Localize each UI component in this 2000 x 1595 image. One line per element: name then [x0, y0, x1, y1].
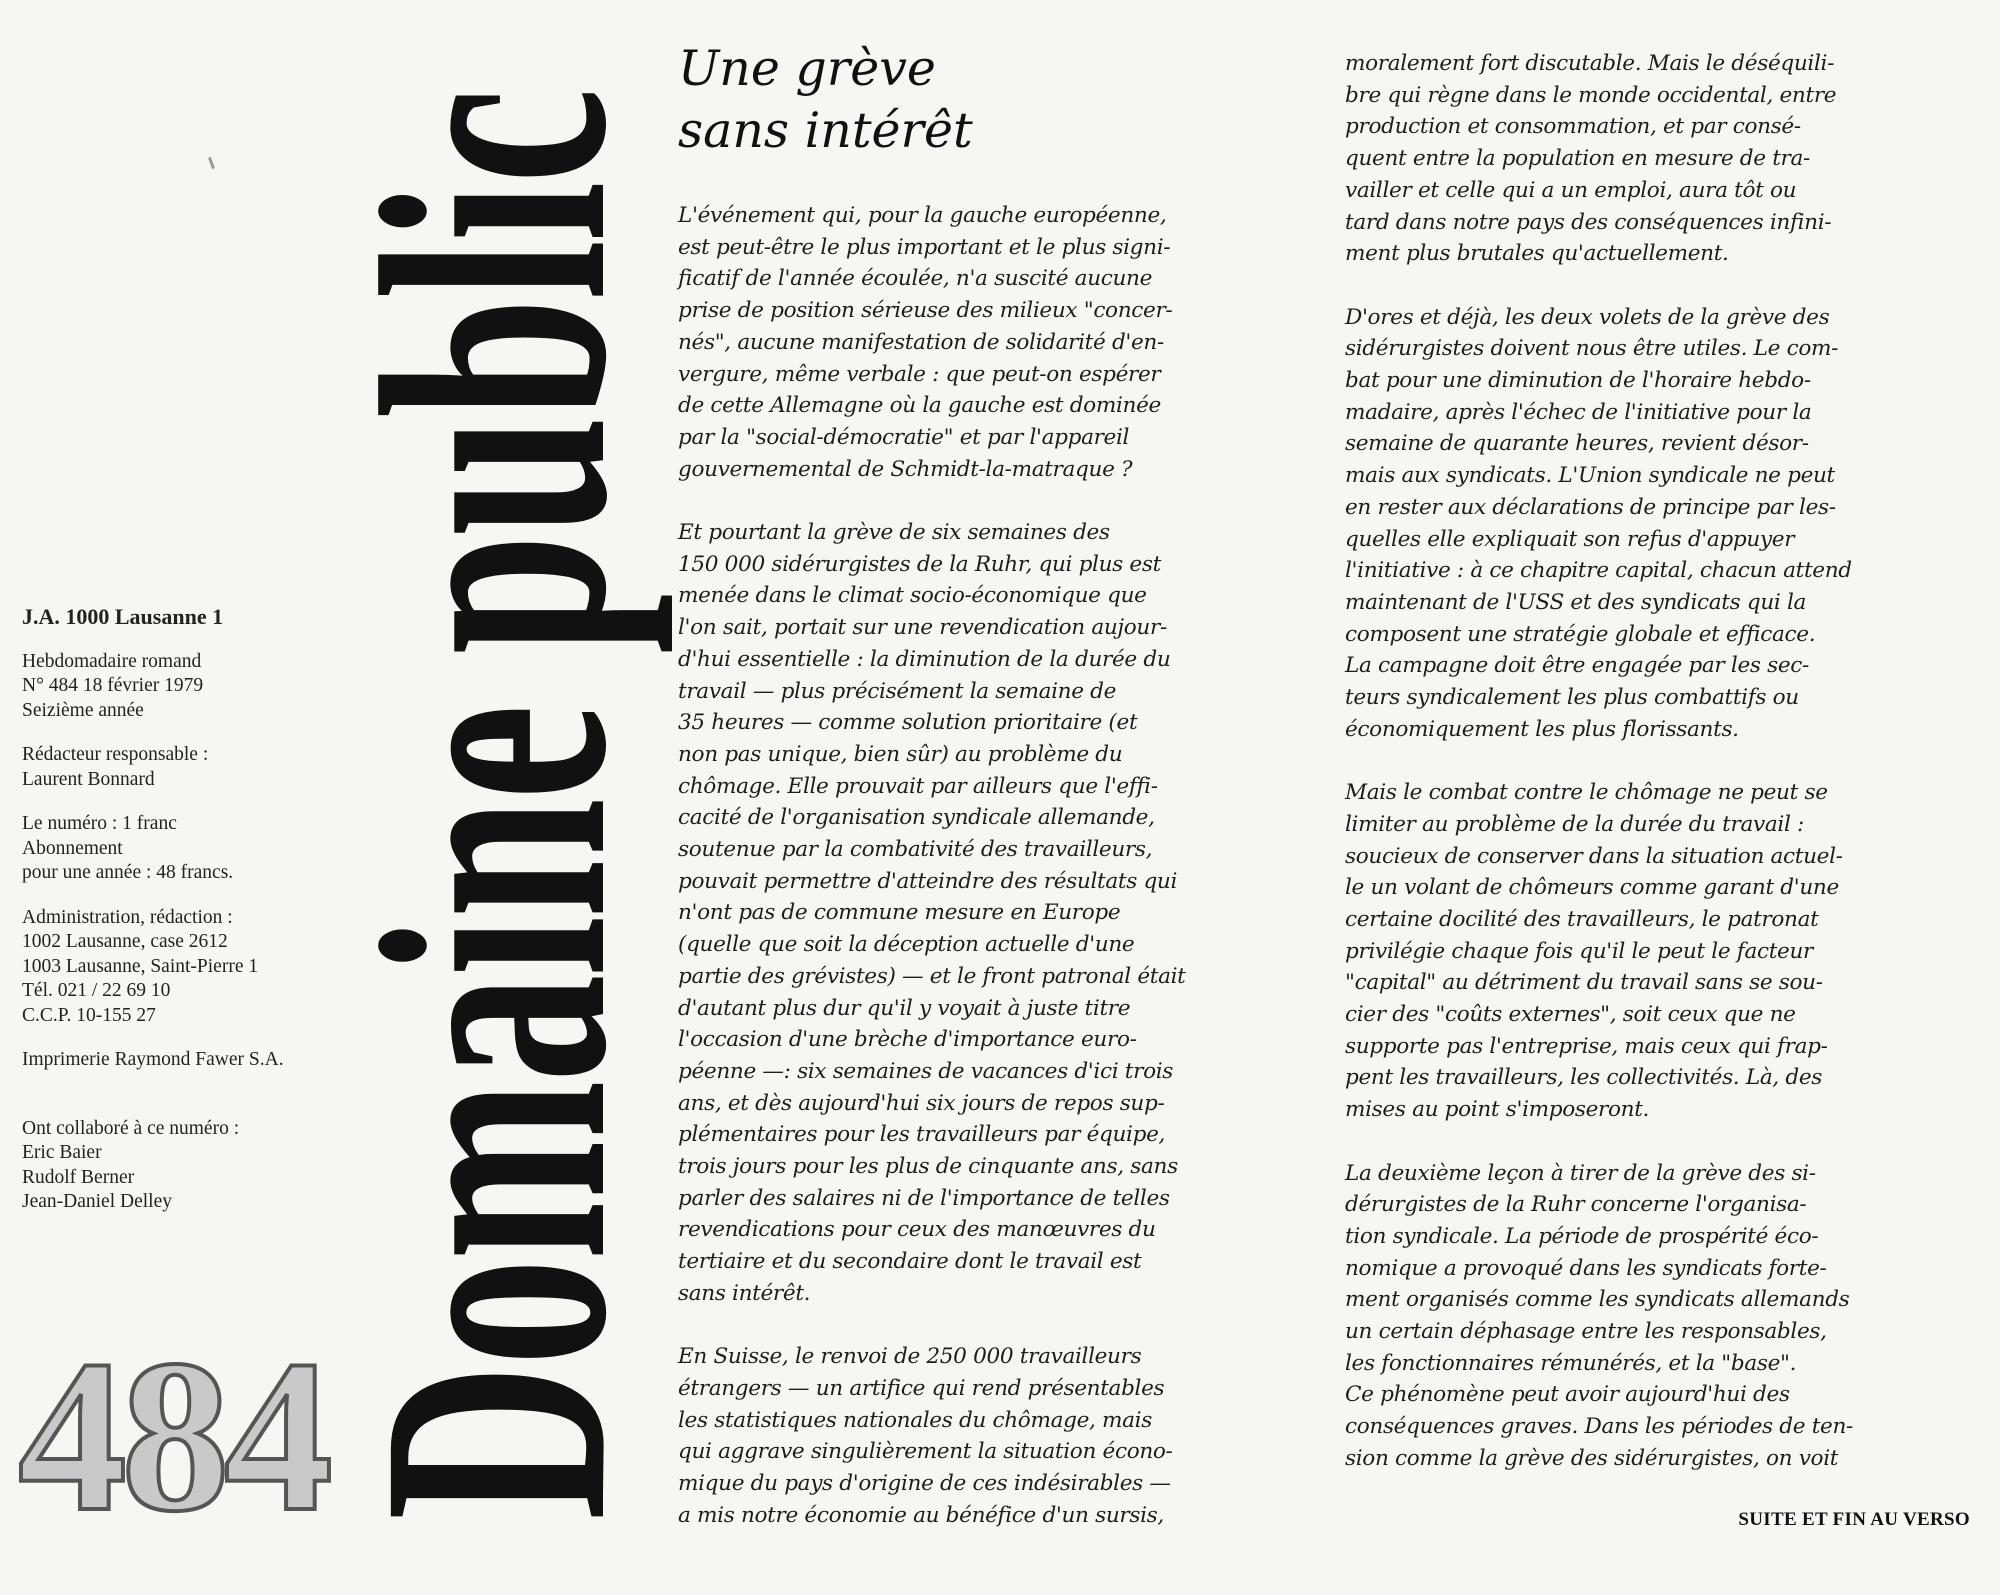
contributor-name: Eric Baier	[22, 1142, 102, 1163]
price-details	[22, 812, 362, 886]
editor-details	[22, 743, 362, 792]
ja-address: J.A. 1000 Lausanne 1	[22, 604, 224, 629]
issue-number: 484	[18, 1316, 327, 1557]
year-line: Seizième année	[22, 699, 144, 721]
publication-info	[22, 605, 362, 1235]
subscription-label: Abonnement	[22, 837, 123, 859]
admin-case: 1002 Lausanne, case 2612	[22, 931, 228, 952]
administration-details	[22, 906, 362, 1029]
paragraph: moralement fort discutable. Mais le déséquili- bre qui règne dans le monde occidental, entre production et consommation, et par consé- quent entre la population en mesure de tra- vailler et celle qui a un emploi, aura tôt ou tard dans notre pays des conséquences infini- ment plus brutales qu'actuellement.	[1345, 51, 1837, 267]
publication-line: Hebdomadaire romand	[22, 650, 202, 672]
masthead-title-wrap	[315, 89, 674, 1521]
admin-label: Administration, rédaction :	[22, 906, 233, 928]
printer-details	[22, 1048, 362, 1073]
paragraph: L'événement qui, pour la gauche européenne, est peut-être le plus important et le plus signi- ficatif de l'année écoulée, n'a suscité aucune prise de position sérieuse des milieux "concer- nés", aucune manifestation de solidarité d'en- vergure, même verbale : que peut-on espérer de cette Allemagne où la gauche est dominée par la "social-démocratie" et par l'appareil gouvernemental de Schmidt-la-matraque ?	[678, 203, 1173, 482]
paragraph: La deuxième leçon à tirer de la grève des si- dérurgistes de la Ruhr concerne l'organisa- tion syndicale. La période de prospérité éco- nomique a provoqué dans les syndicats forte- ment organisés comme les syndicats allemands un certain déphasage entre les responsables, les fonctionnaires rémunérés, et la "base". Ce phénomène peut avoir aujourd'hui des conséquences graves. Dans les périodes de ten- sion comme la grève des sidérurgistes, on voit	[1345, 1160, 1853, 1471]
continued-notice: SUITE ET FIN AU VERSO	[1738, 1509, 1970, 1530]
headline-line: Une grève	[678, 40, 936, 97]
subscription-price: pour une année : 48 francs.	[22, 862, 234, 883]
admin-phone: Tél. 021 / 22 69 10	[22, 980, 171, 1001]
printer-name: Imprimerie Raymond Fawer S.A.	[22, 1049, 284, 1070]
editor-label: Rédacteur responsable :	[22, 744, 209, 765]
article-column-1	[678, 200, 1303, 1563]
article-headline	[678, 38, 1238, 162]
contributor-name: Rudolf Berner	[22, 1166, 135, 1188]
contributors-label: Ont collaboré à ce numéro :	[22, 1117, 240, 1139]
contributor-name: Jean-Daniel Delley	[22, 1191, 172, 1212]
contributors-details	[22, 1117, 362, 1215]
editor-name: Laurent Bonnard	[22, 768, 155, 790]
issue-date-line: N° 484 18 février 1979	[22, 675, 204, 696]
publication-details	[22, 650, 362, 724]
price-single: Le numéro : 1 franc	[22, 813, 177, 834]
print-speck	[208, 157, 215, 169]
masthead-title: Domaine public	[315, 89, 674, 1521]
paragraph: Mais le combat contre le chômage ne peut se limiter au problème de la durée du travail : soucieux de conserver dans la situation actuel- le un volant de chômeurs comme garant d'une certaine docilité des travailleurs, le patronat privilégie chaque fois qu'il le peut le facteur "capital" au détriment du travail sans se sou- cier des "coûts externes", soit ceux que ne supporte pas l'entreprise, mais ceux qui frap- pent les travailleurs, les collectivités. Là, des mises au point s'imposeront.	[1345, 780, 1843, 1123]
paragraph: En Suisse, le renvoi de 250 000 travailleurs étrangers — un artifice qui rend présentables les statistiques nationales du chômage, mais qui aggrave singulièrement la situation écono- mique du pays d'origine de ces indésirables — a mis notre économie au bénéfice d'un sursis,	[678, 1344, 1173, 1528]
admin-ccp: C.C.P. 10-155 27	[22, 1004, 156, 1026]
paragraph: Et pourtant la grève de six semaines des 150 000 sidérurgistes de la Ruhr, qui plus est menée dans le climat socio-économique que l'on sait, portait sur une revendication aujour- d'hui essentielle : la diminution de la durée du travail — plus précisément la semaine de 35 heures — comme solution prioritaire (et non pas unique, bien sûr) au problème du chômage. Elle prouvait par ailleurs que l'effi- cacité de l'organisation syndicale allemande, soutenue par la combativité des travailleurs, pouvait permettre d'atteindre des résultats qui n'ont pas de commune mesure en Europe (quelle que soit la déception actuelle d'une partie des grévistes) — et le front patronal était d'autant plus dur qu'il y voyait à juste titre l'occasion d'une brèche d'importance euro- péenne —: six semaines de vacances d'ici trois ans, et dès aujourd'hui six jours de repos sup- plémentaires pour les travailleurs par équipe, trois jours pour les plus de cinquante ans, sans parler des salaires ni de l'importance de telles revendications pour ceux des manœuvres du tertiaire et du secondaire dont le travail est sans intérêt.	[678, 520, 1186, 1306]
paragraph: La campagne doit être engagée par les sec- teurs syndicalement les plus combattifs ou économiquement les plus florissants.	[1345, 653, 1809, 742]
headline-line: sans intérêt	[678, 102, 973, 159]
masthead	[315, 50, 674, 1560]
article-column-2	[1345, 48, 1973, 1506]
admin-address: 1003 Lausanne, Saint-Pierre 1	[22, 955, 259, 977]
paragraph: D'ores et déjà, les deux volets de la grève des sidérurgistes doivent nous être utiles. Le com- bat pour une diminution de l'horaire hebdo- madaire, après l'échec de l'initiative pour la semaine de quarante heures, revient désor- mais aux syndicats. L'Union syndicale ne peut en rester aux déclarations de principe par les- quelles elle expliquait son refus d'appuyer l'initiative : à ce chapitre capital, chacun attend maintenant de l'USS et des syndicats qui la composent une stratégie globale et efficace.	[1345, 304, 1852, 647]
